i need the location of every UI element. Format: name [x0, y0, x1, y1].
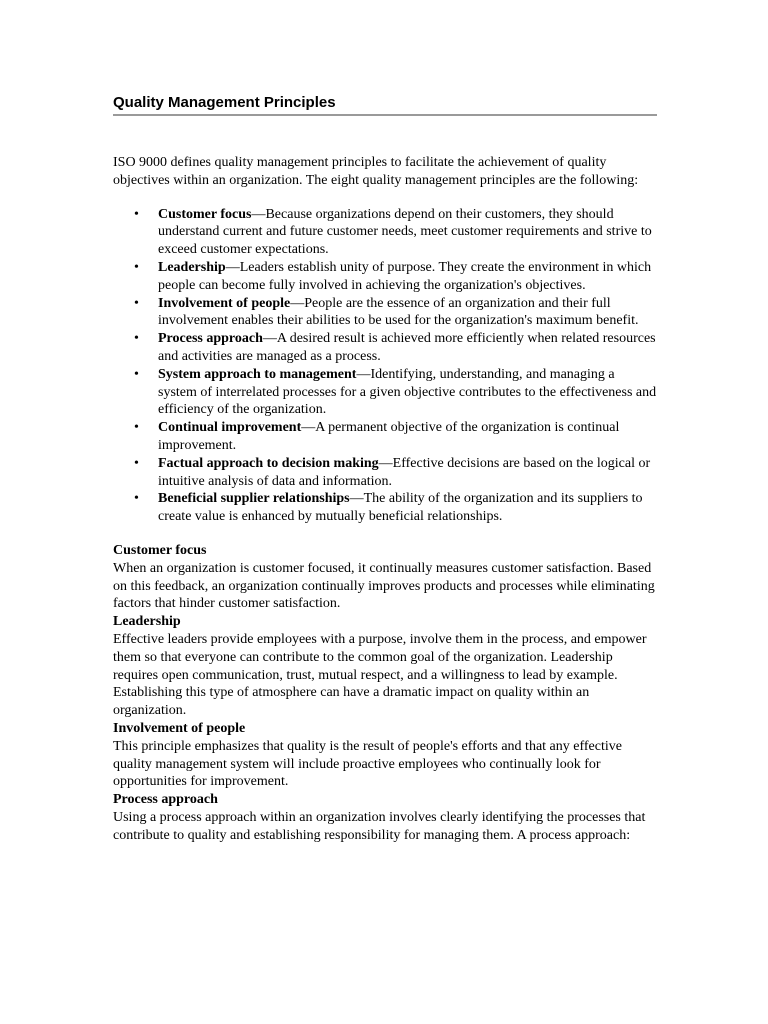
principle-term: Factual approach to decision making	[158, 455, 379, 471]
bullet-icon: •	[134, 455, 139, 471]
section-heading: Customer focus	[113, 542, 207, 558]
principle-text: —People are the essence of an organization and their full involvement enables their abilities to be used for the organization's maximum benefit.	[158, 295, 639, 329]
section-heading: Process approach	[113, 792, 218, 808]
document-body	[113, 94, 657, 844]
principle-text: —Effective decisions are based on the logical or intuitive analysis of data and information.	[158, 455, 651, 489]
principles-list	[113, 206, 657, 526]
bullet-icon: •	[134, 420, 139, 436]
principle-term: Process approach	[158, 331, 263, 347]
principle-text: —The ability of the organization and its suppliers to create value is enhanced by mutually beneficial relationships.	[158, 491, 643, 525]
list-item	[134, 366, 657, 419]
principle-text: —Because organizations depend on their customers, they should understand current and future customer needs, meet customer requirements and strive to exceed customer expectations.	[158, 206, 652, 258]
list-item	[134, 330, 657, 366]
bullet-icon: •	[134, 206, 139, 222]
principle-text: —A permanent objective of the organization is continual improvement.	[158, 420, 620, 453]
section-body: Effective leaders provide employees with a purpose, involve them in the process, and empower them so that everyone can contribute to the common goal of the organization. Leadership requires open communication, trust, mutual respect, and a willingness to lead by example. Establishing this type of atmosphere can have a dramatic impact on quality within an organization.	[113, 631, 647, 719]
principle-text: —A desired result is achieved more efficiently when related resources and activities are managed as a process.	[158, 331, 656, 364]
principle-term: Leadership	[158, 259, 226, 275]
list-item	[134, 206, 657, 259]
section-body: Using a process approach within an organization involves clearly identifying the processes that contribute to quality and establishing responsibility for managing them. A process approach:	[113, 809, 646, 843]
list-item	[134, 295, 657, 331]
bullet-icon: •	[134, 259, 139, 275]
bullet-icon: •	[134, 295, 139, 311]
list-item	[134, 259, 657, 295]
principle-text: —Leaders establish unity of purpose. They create the environment in which people can become fully involved in achieving the organization's objectives.	[158, 259, 652, 293]
list-item	[134, 490, 657, 526]
principle-sections	[113, 542, 657, 845]
principle-term: Continual improvement	[158, 420, 302, 436]
principle-term: Beneficial supplier relationships	[158, 491, 350, 507]
intro-paragraph: ISO 9000 defines quality management principles to facilitate the achievement of quality objectives within an organization. The eight quality management principles are the following:	[113, 155, 639, 188]
list-item	[134, 455, 657, 491]
principle-term: Involvement of people	[158, 295, 291, 311]
section-heading: Leadership	[113, 614, 181, 630]
bullet-icon: •	[134, 491, 139, 507]
principle-text: —Identifying, understanding, and managing a system of interrelated processes for a given objective contributes to the effectiveness and efficiency of the organization.	[158, 366, 657, 418]
principle-term: Customer focus	[158, 206, 252, 222]
list-item	[134, 419, 657, 455]
bullet-icon: •	[134, 366, 139, 382]
section-heading: Involvement of people	[113, 720, 246, 736]
section-body: When an organization is customer focused, it continually measures customer satisfaction. Based on this feedback, an organization continually improves products and processes while eliminating factors that hinder customer satisfaction.	[113, 560, 655, 612]
section-body: This principle emphasizes that quality is the result of people's efforts and that any effective quality management system will include proactive employees who continually look for opportunities for improvement.	[113, 738, 622, 790]
bullet-icon: •	[134, 331, 139, 347]
principle-term: System approach to management	[158, 366, 357, 382]
page-title: Quality Management Principles	[113, 94, 657, 116]
